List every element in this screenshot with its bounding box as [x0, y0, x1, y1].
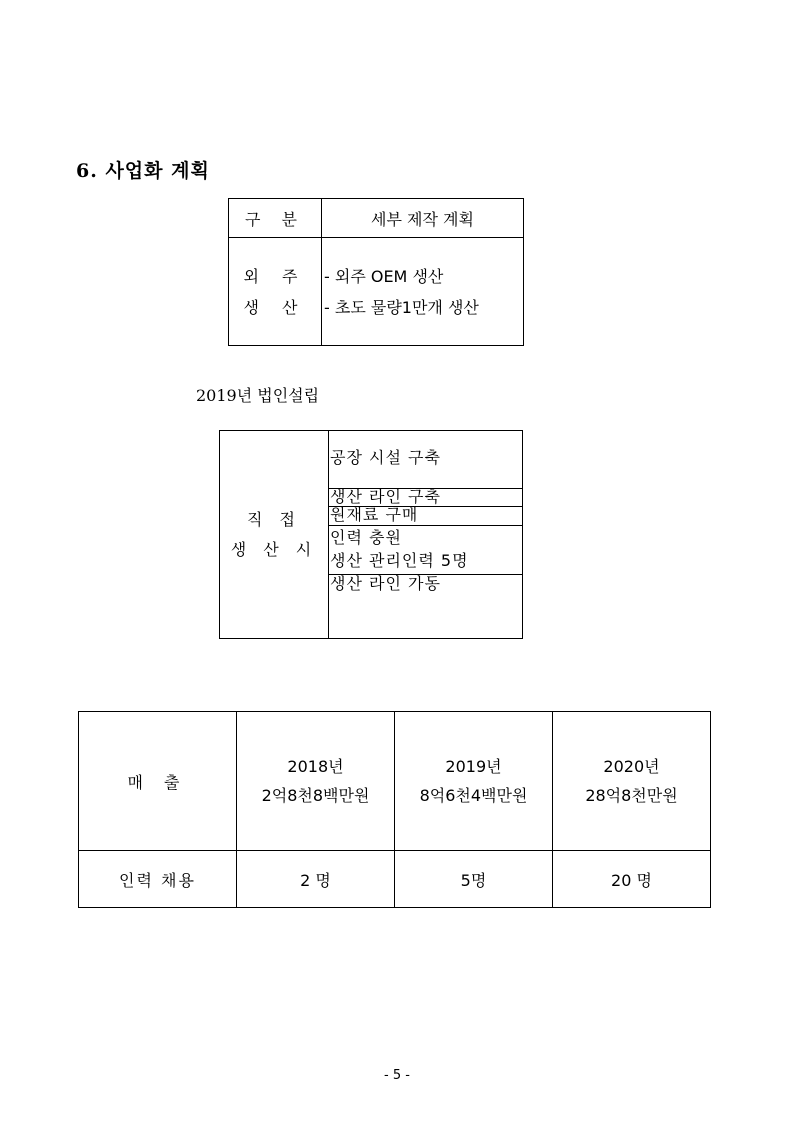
list-item: 생산 라인 가동	[329, 575, 523, 639]
page-number: - 5 -	[384, 1068, 410, 1083]
section-heading: 6. 사업화 계획	[76, 160, 210, 182]
table-row	[229, 238, 524, 346]
sales-2018: 2018년 2억8천8백만원	[237, 712, 395, 851]
sales-staffing-table	[78, 711, 711, 908]
header-category: 구 분	[229, 199, 322, 238]
staffing-label: 인력 채용	[79, 851, 237, 908]
list-item: 공장 시설 구축	[329, 431, 523, 489]
incorporation-note: 2019년 법인설립	[196, 386, 320, 405]
sales-label: 매 출	[79, 712, 237, 851]
table-row	[79, 712, 711, 851]
list-item: 생산 라인 구축	[329, 489, 523, 507]
direct-production-label: 직 접 생 산 시	[220, 431, 329, 639]
production-plan-table	[228, 198, 524, 346]
header-detail-plan: 세부 제작 계획	[322, 199, 524, 238]
table-row	[79, 851, 711, 908]
table-header-row	[229, 199, 524, 238]
staffing-2020: 20 명	[553, 851, 711, 908]
table-row	[220, 431, 523, 489]
staffing-2019: 5명	[395, 851, 553, 908]
outsourced-production-label: 외 주 생 산	[229, 238, 322, 346]
list-item: 인력 충원 생산 관리인력 5명	[329, 526, 523, 575]
staffing-2018: 2 명	[237, 851, 395, 908]
list-item: 원재료 구매	[329, 507, 523, 526]
outsourced-production-details: - 외주 OEM 생산 - 초도 물량1만개 생산	[322, 238, 524, 346]
sales-2019: 2019년 8억6천4백만원	[395, 712, 553, 851]
sales-2020: 2020년 28억8천만원	[553, 712, 711, 851]
direct-production-table	[219, 430, 523, 639]
